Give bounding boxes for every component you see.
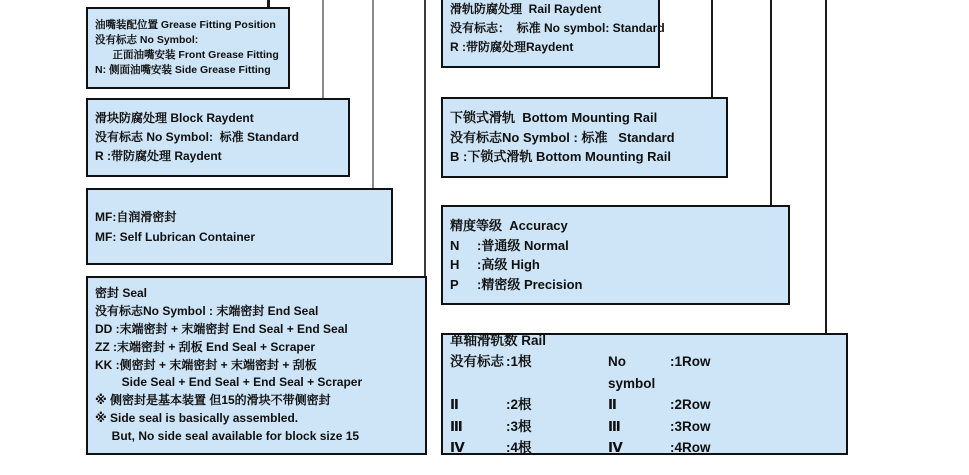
accuracy-rows [450,236,785,295]
rail-count-title: 单轴滑轨数 Rail [450,332,547,348]
rail-count-en-label: No symbol [608,354,656,391]
text-line: R :带防腐处理Raydent [450,39,574,54]
text-line: 下锁式滑轨 Bottom Mounting Rail [450,110,658,126]
rail-count-en-value: :3Row [670,418,711,434]
text-line: ※ 侧密封是基本装置 但15的滑块不带侧密封 [95,393,331,408]
text-line: KK :侧密封 + 末端密封 + 末端密封 + 刮板 [95,357,317,372]
accuracy-desc: :精密级 Precision [477,276,583,292]
box-self-lubricant-container [86,188,393,265]
box-grease-fitting-position [86,7,290,89]
rail-count-cn-value: :3根 [506,418,532,434]
connector-line-rail-count [825,0,827,335]
text-line: 密封 Seal [95,286,148,301]
text-line: MF:自润滑密封 [95,209,177,224]
text-line: B :下锁式滑轨 Bottom Mounting Rail [450,149,671,165]
text-line: 没有标志 No Symbol: [95,34,199,46]
box-rail-count [441,333,848,455]
text-line: 滑块防腐处理 Block Raydent [95,111,254,125]
text-line: R :带防腐处理 Raydent [95,149,222,163]
accuracy-code: H [450,257,460,272]
accuracy-code: N [450,237,460,253]
connector-line-bottom-mounting [711,0,713,99]
rail-count-en-label: Ⅳ [608,440,623,455]
box-bottom-mounting-rail [441,97,728,178]
rail-count-row [450,351,843,394]
connector-line-self-lubricant [372,0,374,190]
text-line: 没有标志No Symbol : 末端密封 End Seal [95,304,319,319]
rail-count-cn-value: :2根 [506,397,532,412]
box-accuracy [441,205,790,305]
accuracy-desc: :普通级 Normal [477,237,569,253]
box-seal [86,276,427,455]
rail-count-en-value: :1Row [670,354,711,369]
accuracy-desc: :高级 High [477,257,540,272]
box-rail-raydent [441,0,665,68]
text-line: 没有标志 No Symbol: 标准 Standard [95,130,300,144]
text-line: But, No side seal available for block size 15 [95,428,360,443]
rail-count-row [450,416,843,438]
text-line: 正面油嘴安装 Front Grease Fitting [95,49,279,61]
accuracy-row [450,275,785,295]
connector-line-seal [424,0,426,278]
rail-count-rows [450,351,843,459]
connector-line-block-raydent [322,0,324,100]
text-line: MF: Self Lubrican Container [95,229,256,244]
rail-count-cn-label: 没有标志 [450,354,504,369]
text-line: 没有标志No Symbol : 标准 Standard [450,129,675,145]
rail-count-cn-label: Ⅱ [450,397,459,412]
text-line: DD :末端密封 + 末端密封 End Seal + End Seal [95,322,348,336]
text-line: ※ Side seal is basically assembled. [95,410,299,425]
accuracy-code: P [450,276,459,292]
text-line: Side Seal + End Seal + End Seal + Scraper [95,375,363,390]
rail-count-cn-value: :4根 [506,440,532,455]
text-line: ZZ :末端密封 + 刮板 End Seal + Scraper [95,339,316,354]
rail-count-en-label: Ⅲ [608,418,621,434]
rail-count-en-label: Ⅱ [608,397,617,412]
text-line: 没有标志： 标准 No symbol: Standard [450,20,665,35]
connector-line-accuracy [770,0,772,207]
rail-count-cn-label: Ⅳ [450,440,465,455]
rail-count-row [450,394,843,416]
accuracy-title: 精度等级 Accuracy [450,218,568,233]
rail-count-row [450,437,843,459]
text-line: 油嘴装配位置 Grease Fitting Position [95,19,276,31]
rail-count-cn-label: Ⅲ [450,418,463,434]
rail-count-en-value: :4Row [670,440,711,455]
box-block-raydent [86,98,350,177]
text-line: 滑轨防腐处理 Rail Raydent [450,1,602,16]
accuracy-row [450,236,785,256]
accuracy-row [450,255,785,275]
rail-count-en-value: :2Row [670,397,711,412]
text-line: N: 侧面油嘴安装 Side Grease Fitting [95,64,271,76]
rail-count-cn-value: :1根 [506,354,532,369]
